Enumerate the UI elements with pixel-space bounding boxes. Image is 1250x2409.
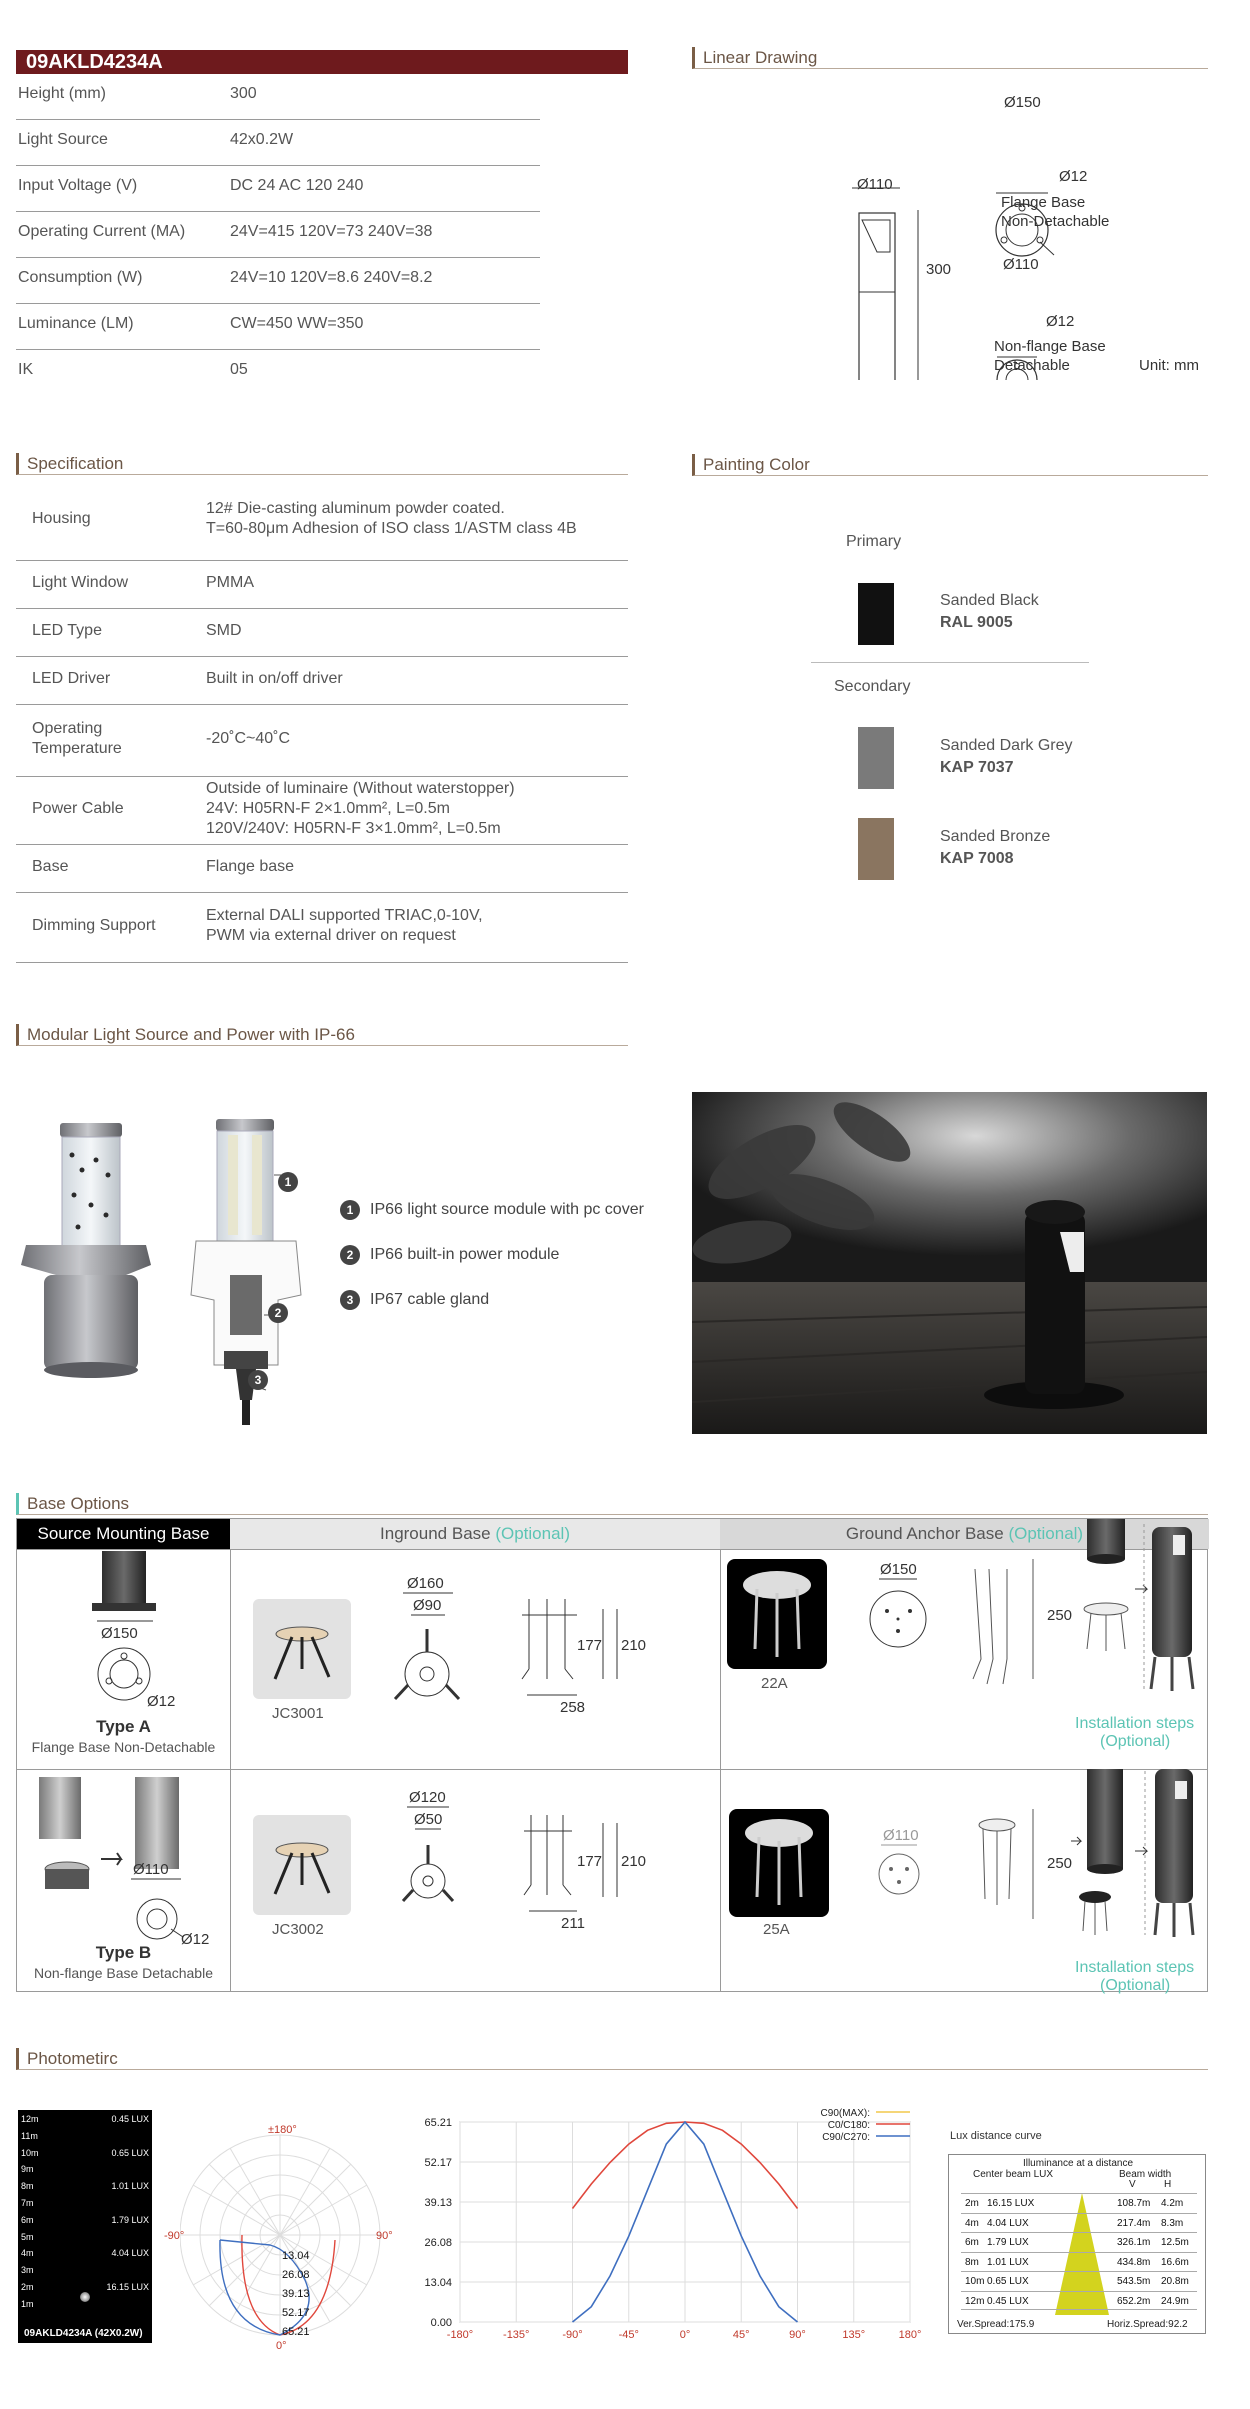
spec-label: LED Driver <box>32 670 111 687</box>
lux-table-cell: 0.45 LUX <box>987 2295 1029 2307</box>
lux-table-row <box>961 2252 1197 2271</box>
chart-x-tick: -135° <box>503 2329 530 2341</box>
spec-top-value: DC 24 AC 120 240 <box>230 177 364 194</box>
feature-text: IP66 built-in power module <box>370 1246 560 1263</box>
distance-label: 11m <box>21 2130 38 2141</box>
polar-left-label: -90° <box>164 2230 185 2242</box>
strip-lux-label: 1.79 LUX <box>111 2214 149 2225</box>
color-black-name: Sanded Black <box>940 592 1039 609</box>
spec-top-label: Luminance (LM) <box>18 315 134 332</box>
lux-table-row <box>961 2193 1197 2212</box>
base-options-title: Base Options <box>16 1493 1208 1515</box>
lux-table-cell: 4.2m <box>1161 2198 1184 2209</box>
polar-ring-label: 65.21 <box>282 2326 310 2338</box>
spec-divider <box>16 560 628 561</box>
spec-value: 12# Die-casting aluminum powder coated. <box>206 500 505 517</box>
lux-table-cell: 543.5m <box>1117 2276 1151 2287</box>
strip-lux-label: 1.01 LUX <box>111 2181 149 2192</box>
chart-legend-label: C0/C180: <box>827 2120 870 2131</box>
type-b-ing-h1: 177 <box>577 1853 603 1870</box>
spec-top-label: Operating Current (MA) <box>18 223 186 240</box>
spec-label: Dimming Support <box>32 917 156 934</box>
spec-top-table <box>16 78 531 378</box>
spec-label: LED Type <box>32 622 102 639</box>
type-b-install: Installation steps <box>1075 1959 1195 1976</box>
distance-label: 1m <box>21 2298 34 2309</box>
type-a-dia: Ø150 <box>101 1625 138 1642</box>
chart-y-tick: 39.13 <box>424 2196 452 2209</box>
module-callout-number: 2 <box>268 1303 288 1323</box>
nonflange-hole-label: Ø12 <box>1046 313 1075 330</box>
spec-top-label: IK <box>18 361 34 378</box>
spec-value: Built in on/off driver <box>206 670 343 687</box>
feature-number-badge: 3 <box>340 1290 360 1310</box>
nonflange-label-1: Non-flange Base <box>994 338 1106 355</box>
chart-x-tick: 45° <box>732 2329 750 2341</box>
spec-divider <box>16 892 628 893</box>
type-b-desc: Non-flange Base Detachable <box>33 1965 213 1981</box>
spec-value: SMD <box>206 622 242 639</box>
swatch-bronze <box>858 818 894 880</box>
strip-caption: 09AKLD4234A (42X0.2W) <box>24 2328 143 2339</box>
chart-y-tick: 0.00 <box>430 2317 452 2329</box>
type-b-ing-d1: Ø120 <box>409 1789 446 1806</box>
nonflange-label-2: Detachable <box>994 357 1070 374</box>
distance-label: 12m <box>21 2114 39 2124</box>
spec-label: Base <box>32 858 69 875</box>
strip-lux-label: 0.65 LUX <box>111 2147 149 2158</box>
lux-table-cell: 16.15 LUX <box>987 2198 1035 2209</box>
spec-divider <box>16 776 628 777</box>
distance-label: 8m <box>21 2181 34 2192</box>
strip-lux-label: 4.04 LUX <box>111 2248 149 2259</box>
header-source-label: Source Mounting Base <box>37 1524 210 1543</box>
lux-table-cell: 24.9m <box>1161 2295 1189 2307</box>
spec-label: Housing <box>32 510 91 527</box>
strip-lux-label: 0.45 LUX <box>111 2114 149 2124</box>
horiz-spread: Horiz.Spread:92.2 <box>1107 2319 1188 2330</box>
chart-x-tick: 90° <box>789 2329 806 2341</box>
lux-table <box>948 2154 1206 2334</box>
linear-drawing-svg <box>692 80 1212 380</box>
header-inground-label: Inground Base <box>380 1524 491 1543</box>
lux-table-cell: 652.2m <box>1117 2295 1151 2307</box>
header-inground-optional: (Optional) <box>495 1524 570 1543</box>
strip-lux-label: 16.15 LUX <box>106 2282 149 2292</box>
modular-title: Modular Light Source and Power with IP-66 <box>16 1024 628 1046</box>
chart-legend-label: C90(MAX): <box>820 2108 870 2119</box>
ver-spread: Ver.Spread:175.9 <box>957 2319 1035 2330</box>
module-callout-number: 1 <box>278 1172 298 1192</box>
module-callout-number: 3 <box>248 1370 268 1390</box>
feature-number-badge: 1 <box>340 1200 360 1220</box>
type-a-name: Type A <box>96 1717 151 1736</box>
spec-divider <box>16 962 628 963</box>
linear-drawing-title: Linear Drawing <box>692 47 1208 69</box>
anchor-25a-label: 25A <box>763 1921 790 1938</box>
model-header <box>16 50 628 74</box>
spec-label: Light Window <box>32 574 129 591</box>
swatch-black <box>858 583 894 645</box>
photometric-title: Photometirc <box>16 2048 1208 2070</box>
flange-label-2: Non-Detachable <box>1001 213 1110 230</box>
lux-table-row <box>961 2271 1197 2290</box>
spec-value: Flange base <box>206 858 295 875</box>
lux-table-cell: 0.65 LUX <box>987 2276 1029 2287</box>
lux-table-cell: 2m <box>965 2198 979 2209</box>
type-b-ing-h2: 210 <box>621 1853 647 1870</box>
header-anchor-label: Ground Anchor Base <box>845 1524 1004 1543</box>
distance-label: 6m <box>21 2214 34 2225</box>
spec-top-value: CW=450 WW=350 <box>230 315 364 332</box>
spec-divider <box>16 844 628 845</box>
spec-value: 24V: H05RN-F 2×1.0mm², L=0.5m <box>206 800 450 817</box>
product-photo-svg <box>692 1092 1207 1434</box>
distance-label: 5m <box>21 2231 34 2242</box>
lux-table-cell: 217.4m <box>1117 2217 1151 2229</box>
module-illustration <box>16 1115 336 1425</box>
lux-table-cell: 8m <box>965 2256 979 2268</box>
painting-color-title: Painting Color <box>692 454 1208 476</box>
type-b-ing-w: 211 <box>561 1915 585 1932</box>
lux-table-cell: 16.6m <box>1161 2256 1189 2268</box>
lux-table-row <box>961 2232 1197 2251</box>
spec-divider <box>16 608 628 609</box>
unit-label: Unit: mm <box>1139 357 1199 374</box>
color-grey-code: KAP 7037 <box>940 759 1014 776</box>
header-anchor-optional: (Optional) <box>1008 1524 1084 1543</box>
type-b-install-opt: (Optional) <box>1100 1977 1171 1994</box>
type-a-anc-d: Ø150 <box>880 1561 917 1578</box>
chart-y-tick: 13.04 <box>424 2277 452 2290</box>
lux-table-cell: 4m <box>965 2217 979 2229</box>
spec-top-value: 300 <box>230 85 257 102</box>
spec-top-value: 42x0.2W <box>230 131 294 148</box>
spec-value: -20˚C~40˚C <box>206 730 291 747</box>
lux-table-row <box>961 2291 1197 2310</box>
type-b-anc-h: 250 <box>1047 1855 1073 1872</box>
distance-label: 10m <box>21 2147 39 2158</box>
chart-x-tick: -45° <box>618 2329 639 2341</box>
chart-x-tick: 135° <box>842 2329 866 2341</box>
color-grey-name: Sanded Dark Grey <box>940 737 1073 754</box>
type-a-ing-d2: Ø90 <box>413 1597 442 1614</box>
lux-table-v: V <box>1129 2179 1136 2190</box>
distance-label: 7m <box>21 2198 34 2208</box>
spec-top-divider <box>16 257 540 258</box>
type-a-install-opt: (Optional) <box>1100 1733 1171 1750</box>
color-bronze-code: KAP 7008 <box>940 850 1014 867</box>
lux-table-cell: 326.1m <box>1117 2237 1151 2248</box>
lux-table-cell: 20.8m <box>1161 2276 1189 2287</box>
spec-top-label: Height (mm) <box>18 85 107 102</box>
lux-table-cell: 108.7m <box>1117 2198 1151 2209</box>
feature-text: IP67 cable gland <box>370 1291 490 1308</box>
type-a-ing-h2: 210 <box>621 1637 647 1654</box>
polar-right-label: 90° <box>376 2230 393 2242</box>
primary-label: Primary <box>846 533 902 550</box>
lamp-diameter-label: Ø110 <box>857 176 893 193</box>
distance-label: 3m <box>21 2265 34 2276</box>
base-options-table <box>16 1518 1208 1992</box>
lamp-side-view <box>847 188 918 380</box>
specification-title: Specification <box>16 453 628 475</box>
type-a-hole: Ø12 <box>147 1693 176 1710</box>
chart-y-tick: 26.08 <box>424 2237 452 2250</box>
specification-table <box>16 480 628 950</box>
jc3002-label: JC3002 <box>272 1921 324 1938</box>
lux-table-cell: 434.8m <box>1117 2256 1151 2268</box>
type-a-ing-h1: 177 <box>577 1637 603 1654</box>
type-b-name: Type B <box>95 1943 152 1962</box>
spec-divider <box>16 704 628 705</box>
base-options-drawings <box>17 1519 1207 1991</box>
linear-drawing <box>692 80 1212 380</box>
lux-table-cell: 12.5m <box>1161 2237 1189 2248</box>
polar-ring-label: 39.13 <box>282 2288 310 2300</box>
chart-x-tick: 0° <box>679 2329 691 2341</box>
flange-label-1: Flange Base <box>1001 194 1086 211</box>
spec-label: Power Cable <box>32 800 124 817</box>
chart-x-tick: 180° <box>898 2329 922 2341</box>
chart-x-tick: -90° <box>562 2329 583 2341</box>
distance-label: 9m <box>21 2164 34 2175</box>
spec-top-divider <box>16 349 540 350</box>
spec-top-label: Input Voltage (V) <box>18 177 138 194</box>
lux-table-cell: 12m <box>965 2295 985 2307</box>
distance-label: 4m <box>21 2248 34 2259</box>
chart-y-tick: 52.17 <box>424 2156 452 2169</box>
color-black-code: RAL 9005 <box>940 614 1013 631</box>
spec-top-label: Consumption (W) <box>18 269 143 286</box>
polar-top-label: ±180° <box>268 2124 297 2136</box>
distance-label: 2m <box>21 2282 34 2292</box>
secondary-label: Secondary <box>834 678 911 695</box>
chart-legend-label: C90/C270: <box>822 2132 870 2143</box>
spec-top-label: Light Source <box>18 131 108 148</box>
feature-text: IP66 light source module with pc cover <box>370 1201 644 1218</box>
type-a-desc: Flange Base Non-Detachable <box>31 1739 216 1755</box>
lux-table-cell: 1.01 LUX <box>987 2256 1029 2268</box>
model-title: 09AKLD4234A <box>26 51 163 73</box>
chart-y-tick: 65.21 <box>424 2117 452 2129</box>
spec-value: 120V/240V: H05RN-F 3×1.0mm², L=0.5m <box>206 820 501 837</box>
anchor-22a-label: 22A <box>761 1675 788 1692</box>
jc3001-label: JC3001 <box>272 1705 324 1722</box>
module-illustration-svg <box>16 1115 336 1425</box>
type-a-install: Installation steps <box>1075 1715 1195 1732</box>
lux-table-row <box>961 2213 1197 2232</box>
chart-x-tick: -180° <box>446 2329 474 2341</box>
lux-table-center: Center beam LUX <box>973 2169 1054 2180</box>
type-b-dia: Ø110 <box>133 1861 169 1878</box>
spec-value: PMMA <box>206 574 254 591</box>
lux-table-cell: 4.04 LUX <box>987 2217 1029 2229</box>
polar-ring-label: 26.08 <box>282 2269 310 2281</box>
flange-dia-label: Ø150 <box>1004 94 1041 111</box>
polar-ring-label: 13.04 <box>282 2250 310 2262</box>
lux-table-cell: 6m <box>965 2237 979 2248</box>
spec-value: External DALI supported TRIAC,0-10V, <box>206 907 483 924</box>
light-beam <box>80 2292 90 2302</box>
flange-hole-label: Ø12 <box>1059 168 1088 185</box>
type-a-ing-w: 258 <box>560 1699 586 1716</box>
lux-curve-label: Lux distance curve <box>950 2130 1042 2142</box>
type-b-hole: Ø12 <box>181 1931 210 1948</box>
type-a-anc-h: 250 <box>1047 1607 1073 1624</box>
spec-top-divider <box>16 303 540 304</box>
feature-number-badge: 2 <box>340 1245 360 1265</box>
spec-value: T=60-80μm Adhesion of ISO class 1/ASTM class 4B <box>206 520 577 537</box>
lux-table-cell: 1.79 LUX <box>987 2237 1029 2248</box>
lux-line-chart <box>410 2108 930 2368</box>
spec-divider <box>16 656 628 657</box>
product-photo <box>692 1092 1207 1434</box>
nonflange-dia-label: Ø110 <box>1003 256 1039 273</box>
lux-table-h: H <box>1164 2179 1172 2190</box>
module-feature-list <box>340 1200 660 1320</box>
lux-table-cell: 8.3m <box>1161 2217 1184 2229</box>
spec-top-divider <box>16 211 540 212</box>
lux-table-beam: Beam width <box>1119 2169 1172 2180</box>
spec-top-value: 24V=415 120V=73 240V=38 <box>230 223 433 240</box>
lux-distance-strip <box>18 2110 152 2343</box>
spec-value: Outside of luminaire (Without waterstopper) <box>206 780 515 797</box>
spec-top-value: 05 <box>230 361 248 378</box>
type-b-anc-d: Ø110 <box>883 1827 919 1844</box>
lux-table-title: Illuminance at a distance <box>1022 2158 1134 2169</box>
lux-table-cell: 10m <box>965 2276 985 2287</box>
lamp-height-label: 300 <box>926 261 952 278</box>
type-b-ing-d2: Ø50 <box>414 1811 443 1828</box>
color-bronze-name: Sanded Bronze <box>940 828 1051 845</box>
spec-value: PWM via external driver on request <box>206 927 456 944</box>
swatch-dark-grey <box>858 727 894 789</box>
painting-divider <box>811 662 1089 663</box>
spec-label: Temperature <box>32 740 122 757</box>
spec-label: Operating <box>32 720 103 737</box>
type-a-ing-d1: Ø160 <box>407 1575 444 1592</box>
spec-top-divider <box>16 119 540 120</box>
spec-top-value: 24V=10 120V=8.6 240V=8.2 <box>230 269 433 286</box>
spec-top-divider <box>16 165 540 166</box>
polar-bottom-label: 0° <box>276 2340 287 2352</box>
polar-ring-label: 52.17 <box>282 2307 310 2319</box>
